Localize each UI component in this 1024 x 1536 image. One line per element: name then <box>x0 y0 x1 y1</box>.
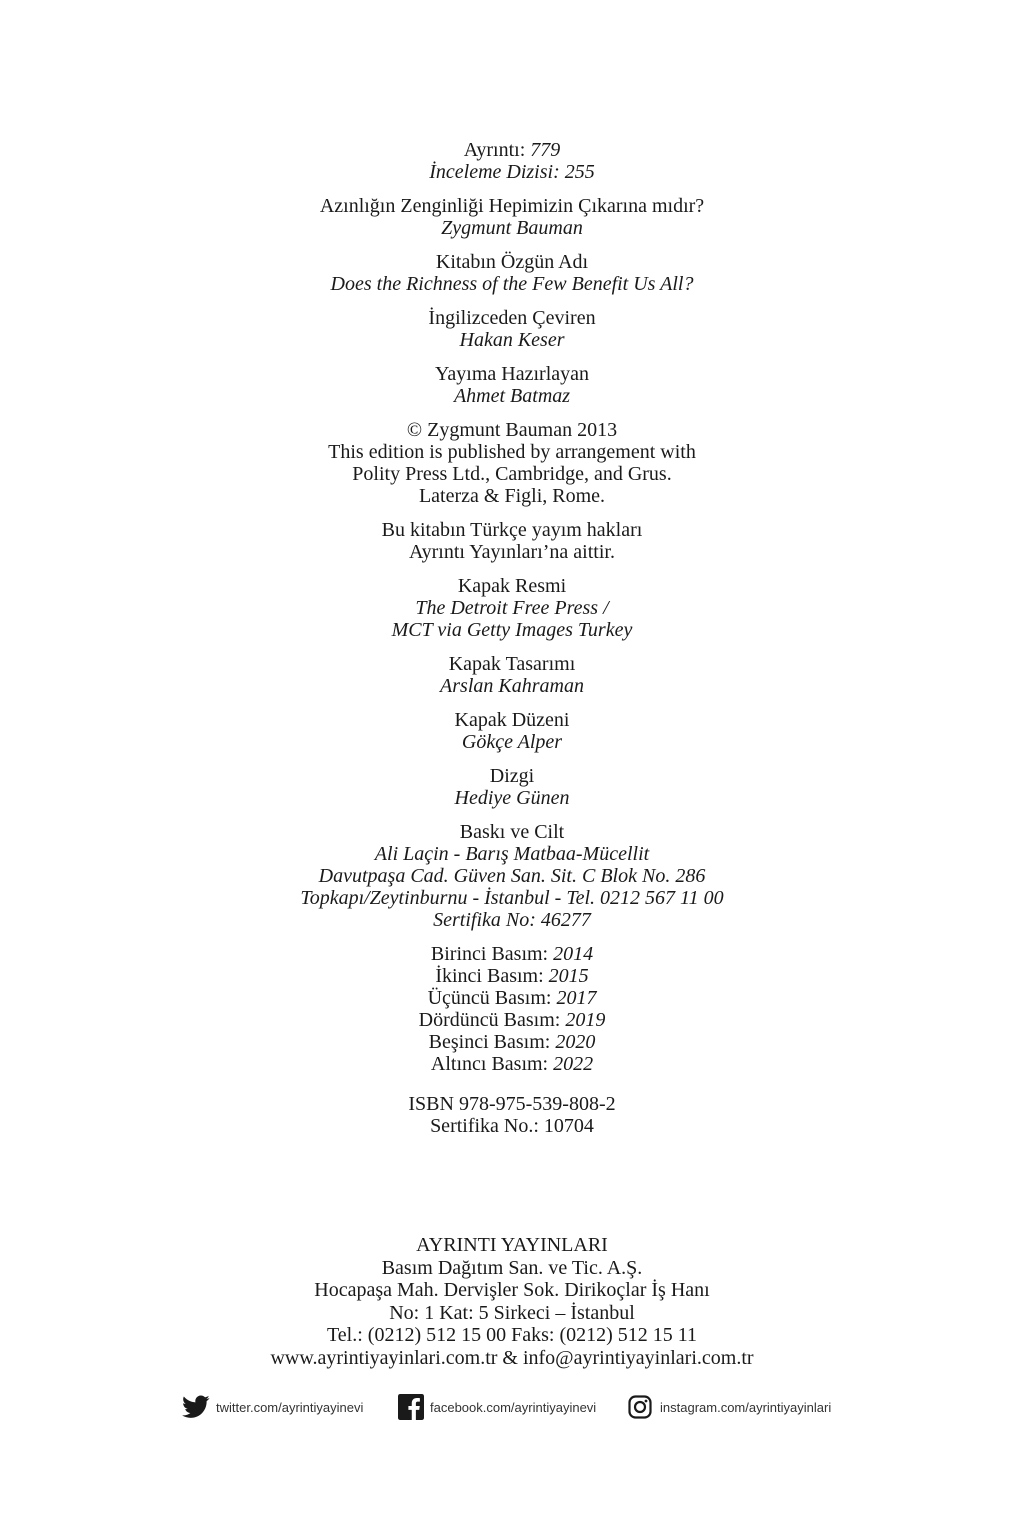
printing-line: Davutpaşa Cad. Güven San. Sit. C Blok No. 286 <box>318 865 706 887</box>
title-block <box>0 195 1024 239</box>
cover-image-line: MCT via Getty Images Turkey <box>391 619 633 641</box>
translator-label: İngilizceden Çeviren <box>428 307 596 329</box>
twitter-icon <box>182 1395 210 1419</box>
copyright-line: This edition is published by arrangement with <box>328 441 696 463</box>
printing-block <box>0 821 1024 931</box>
facebook-icon <box>398 1394 424 1420</box>
isbn: ISBN 978-975-539-808-2 <box>408 1093 616 1115</box>
typesetting-block <box>0 765 1024 809</box>
facebook-handle: facebook.com/ayrintiyayinevi <box>430 1399 597 1415</box>
social-links <box>0 1392 1024 1422</box>
translator-value: Hakan Keser <box>459 329 565 351</box>
book-author: Zygmunt Bauman <box>441 217 583 239</box>
cover-image-label: Kapak Resmi <box>457 575 567 597</box>
rights-block <box>0 519 1024 563</box>
publisher-line: Hocapaşa Mah. Dervişler Sok. Dirikoçlar İş Hanı <box>314 1279 710 1301</box>
publisher-block <box>0 1234 1024 1369</box>
original-title-block <box>0 251 1024 295</box>
publisher-line: No: 1 Kat: 5 Sirkeci – İstanbul <box>389 1301 635 1324</box>
series-block <box>0 139 1024 183</box>
publisher-web: www.ayrintiyayinlari.com.tr & info@ayrintiyayinlari.com.tr <box>270 1346 754 1369</box>
publisher-line: Basım Dağıtım San. ve Tic. A.Ş. <box>381 1256 643 1279</box>
editions-block <box>0 943 1024 1075</box>
isbn-block <box>0 1093 1024 1137</box>
facebook-link[interactable] <box>398 1392 596 1422</box>
cover-layout-value: Gökçe Alper <box>461 731 563 753</box>
edition-line: Beşinci Basım: 2020 <box>428 1031 596 1053</box>
original-title-label: Kitabın Özgün Adı <box>435 251 589 273</box>
cover-layout-block <box>0 709 1024 753</box>
copyright-line: © Zygmunt Bauman 2013 <box>406 419 618 441</box>
rights-line: Bu kitabın Türkçe yayım hakları <box>381 519 643 541</box>
series-number: 779 <box>530 139 561 161</box>
series-label: Ayrıntı: <box>463 139 526 161</box>
instagram-icon <box>628 1395 652 1419</box>
editor-label: Yayıma Hazırlayan <box>434 363 590 385</box>
editor-value: Ahmet Batmaz <box>453 385 571 407</box>
book-title: Azınlığın Zenginliği Hepimizin Çıkarına mıdır? <box>319 195 705 217</box>
cover-design-value: Arslan Kahraman <box>440 675 584 697</box>
twitter-link[interactable] <box>182 1392 363 1422</box>
cover-layout-label: Kapak Düzeni <box>454 709 570 731</box>
edition-line: Dördüncü Basım: 2019 <box>418 1009 606 1031</box>
original-title-value: Does the Richness of the Few Benefit Us All? <box>330 273 694 295</box>
edition-line: Üçüncü Basım: 2017 <box>427 987 597 1009</box>
typesetting-value: Hediye Günen <box>454 787 570 809</box>
printing-label: Baskı ve Cilt <box>459 821 565 843</box>
editor-block <box>0 363 1024 407</box>
rights-line: Ayrıntı Yayınları’na aittir. <box>409 541 615 563</box>
cover-image-line: The Detroit Free Press / <box>415 597 609 619</box>
printing-line: Ali Laçin - Barış Matbaa-Mücellit <box>374 843 650 865</box>
typesetting-label: Dizgi <box>489 765 535 787</box>
copyright-line: Polity Press Ltd., Cambridge, and Grus. <box>352 463 672 485</box>
instagram-link[interactable] <box>628 1392 831 1422</box>
edition-line: Altıncı Basım: 2022 <box>430 1053 594 1075</box>
publisher-line: Tel.: (0212) 512 15 00 Faks: (0212) 512 15 11 <box>326 1324 698 1346</box>
copyright-line: Laterza & Figli, Rome. <box>418 485 606 507</box>
translator-block <box>0 307 1024 351</box>
publisher-name: AYRINTI YAYINLARI <box>416 1234 608 1256</box>
printing-line: Topkapı/Zeytinburnu - İstanbul - Tel. 0212 567 11 00 <box>300 887 724 909</box>
edition-line: Birinci Basım: 2014 <box>430 943 594 965</box>
twitter-handle: twitter.com/ayrintiyayinevi <box>216 1399 364 1415</box>
printing-line: Sertifika No: 46277 <box>433 909 591 931</box>
cover-design-block <box>0 653 1024 697</box>
instagram-handle: instagram.com/ayrintiyayinlari <box>660 1399 832 1415</box>
series-sub: İnceleme Dizisi: 255 <box>429 161 595 183</box>
copyright-block <box>0 419 1024 507</box>
colophon <box>0 139 1024 1149</box>
certificate-number: Sertifika No.: 10704 <box>430 1115 594 1137</box>
cover-image-block <box>0 575 1024 641</box>
cover-design-label: Kapak Tasarımı <box>448 653 576 675</box>
edition-line: İkinci Basım: 2015 <box>435 965 589 987</box>
